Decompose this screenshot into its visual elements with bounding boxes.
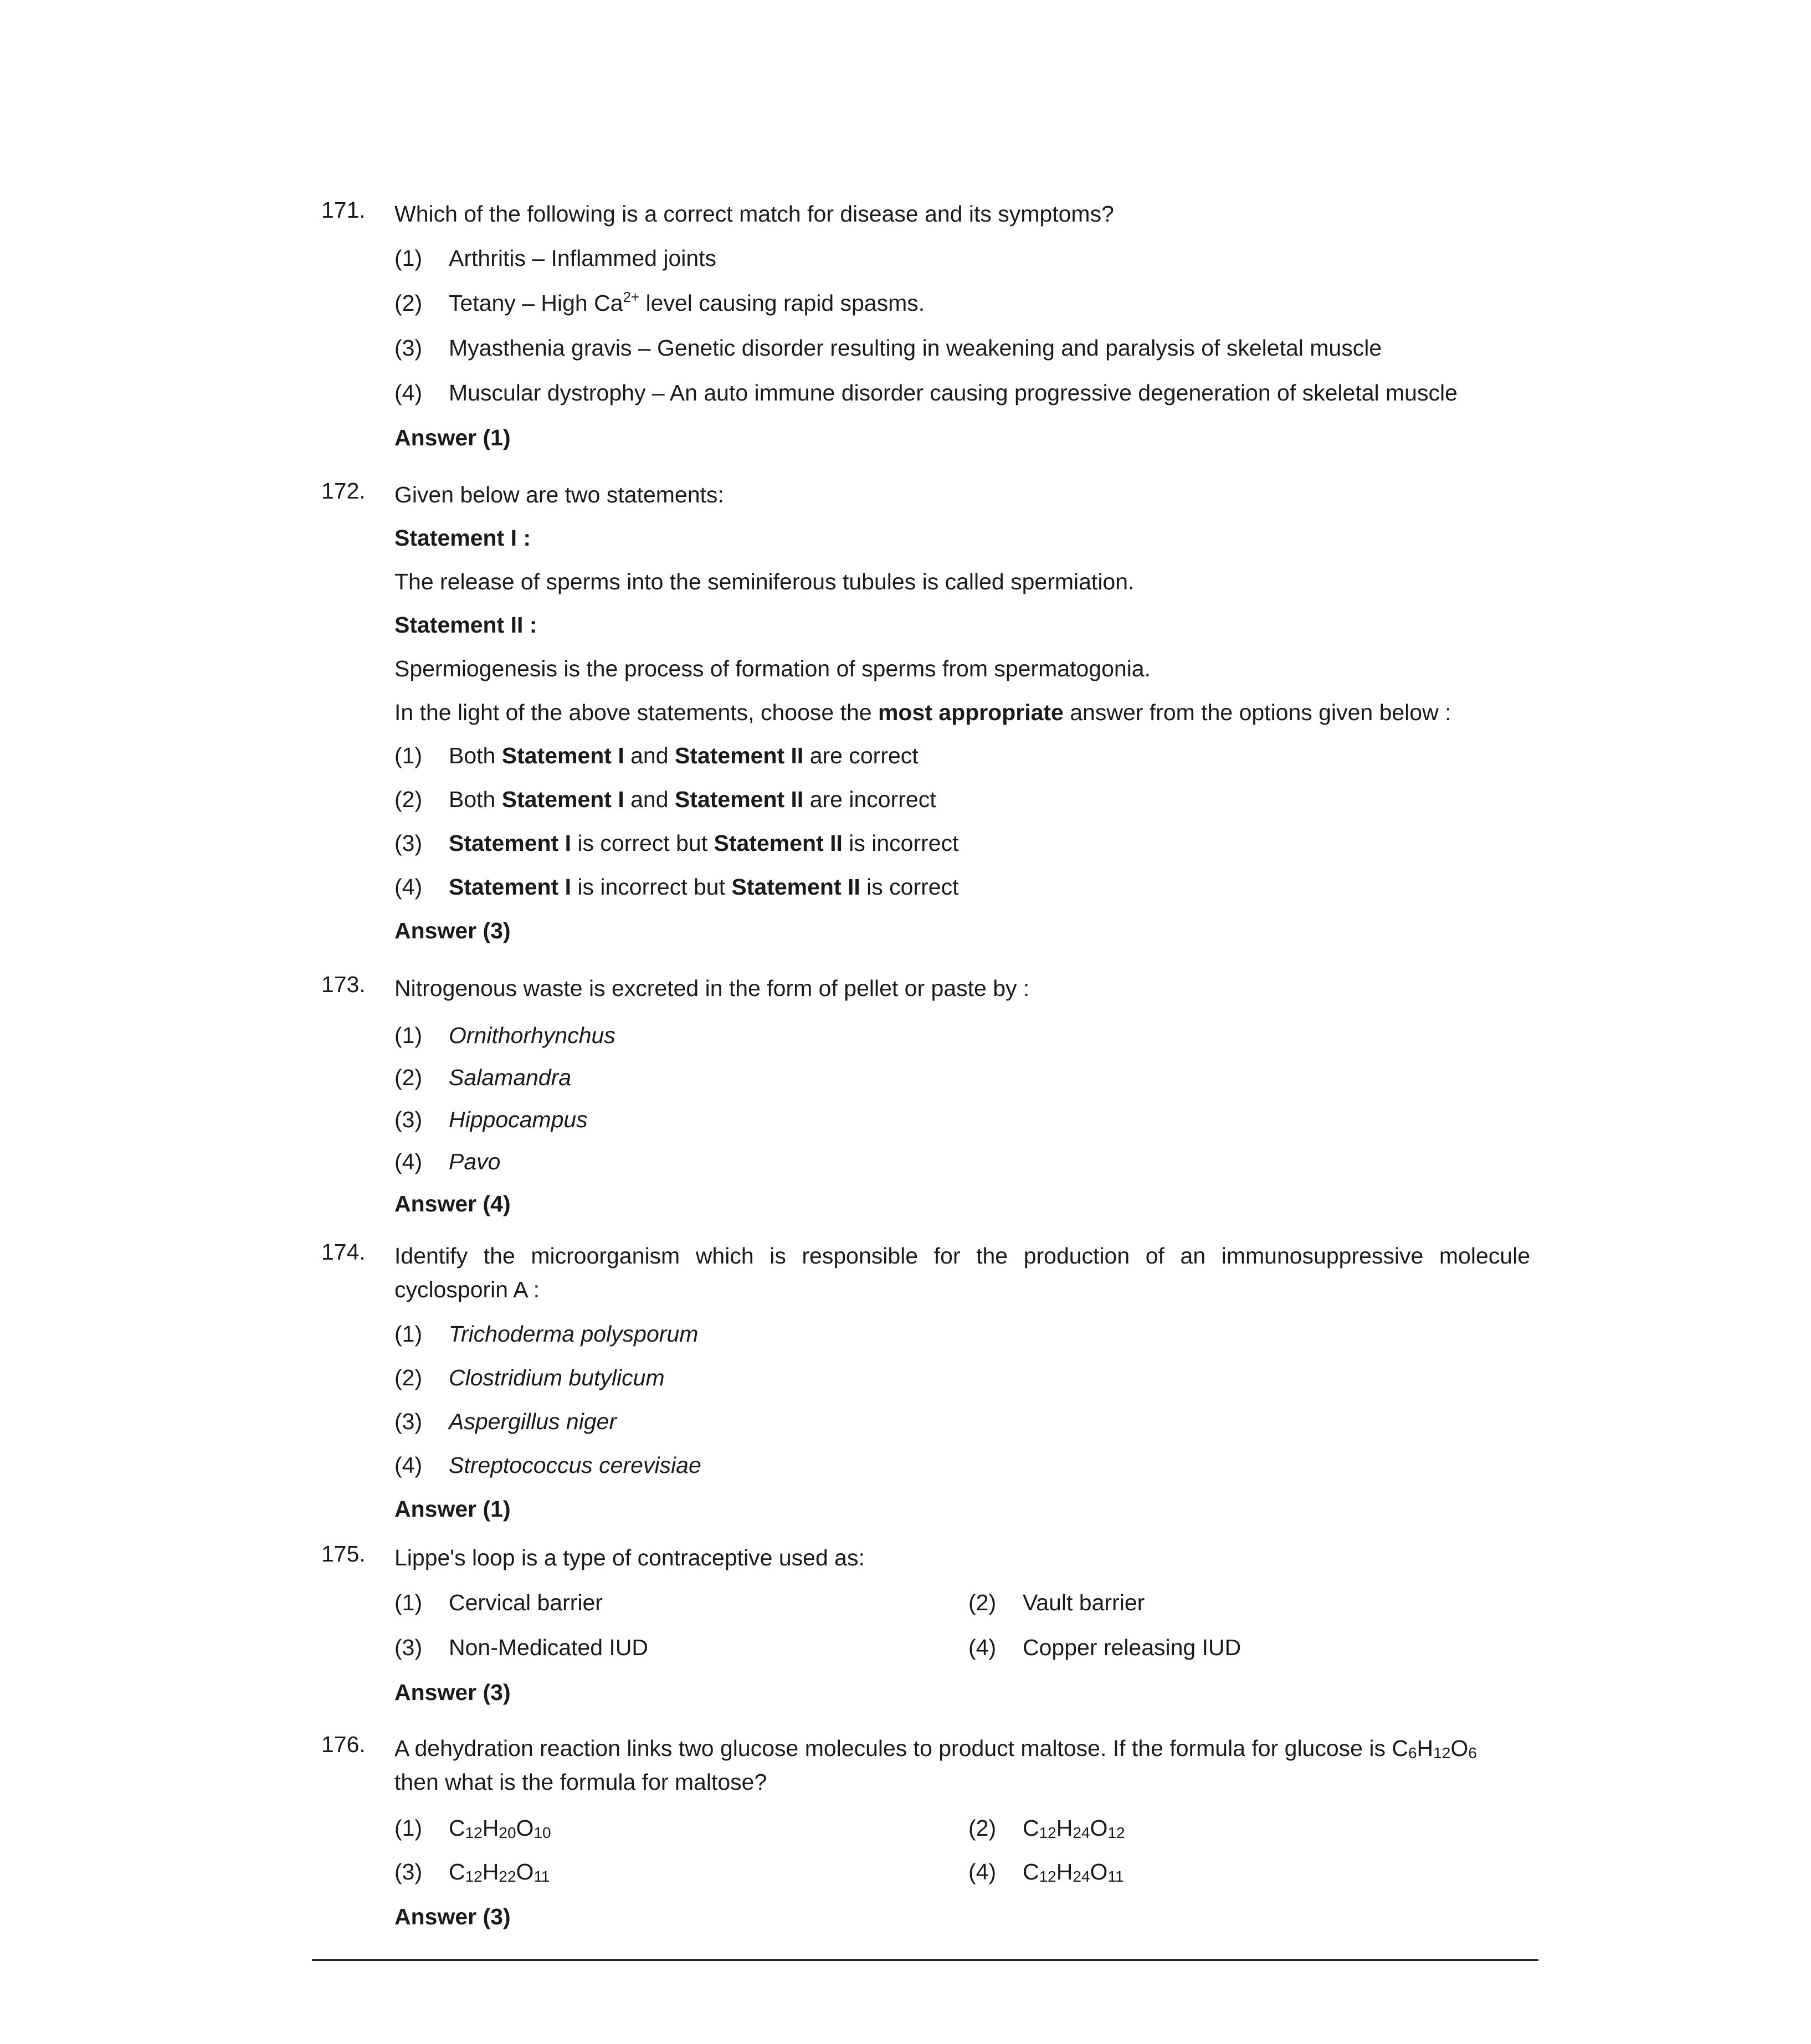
element-letter: H <box>482 1815 499 1841</box>
word-bold: Statement II <box>674 787 804 812</box>
word: is incorrect <box>842 830 959 856</box>
option-number: (3) <box>394 1107 423 1132</box>
option-number: (1) <box>394 245 423 271</box>
statement-1-label: Statement I : <box>394 525 531 551</box>
word: and <box>624 787 675 812</box>
option-text: Pavo <box>449 1149 501 1174</box>
option-number: (1) <box>394 1321 423 1347</box>
option-text: Ornithorhynchus <box>449 1023 615 1048</box>
option-number: (4) <box>968 1859 997 1884</box>
instruction <box>394 699 1451 726</box>
subscript: 12 <box>1039 1868 1056 1885</box>
option-3 <box>394 1408 617 1435</box>
option-3 <box>394 335 1382 362</box>
option-number: (3) <box>394 1409 423 1434</box>
superscript: 2+ <box>623 289 640 305</box>
question-number: 176. <box>321 1732 366 1757</box>
option-4 <box>394 874 958 901</box>
option-text: Muscular dystrophy – An auto immune disorder causing progressive degeneration of skeletal muscle <box>449 380 1458 405</box>
option-text: Trichoderma polysporum <box>449 1321 699 1347</box>
option-text: Salamandra <box>449 1065 572 1090</box>
subscript: 20 <box>499 1824 516 1841</box>
element-letter: O <box>516 1815 534 1841</box>
option-text-rest: level causing rapid spasms. <box>639 290 925 316</box>
question-text: Identify the microorganism which is responsible for the production of an immunosuppressive molecule <box>394 1243 1530 1268</box>
option-2 <box>394 290 925 317</box>
option-number: (3) <box>394 335 423 361</box>
option-text: Tetany – High Ca <box>449 290 623 316</box>
question-text: Nitrogenous waste is excreted in the form of pellet or paste by : <box>394 975 1030 1001</box>
word: Both <box>449 787 502 812</box>
word-bold: Statement I <box>449 874 571 900</box>
option-2 <box>968 1815 1125 1842</box>
option-4 <box>394 1148 500 1175</box>
subscript: 22 <box>499 1868 516 1885</box>
subscript: 6 <box>1408 1744 1417 1761</box>
question-number: 175. <box>321 1541 366 1567</box>
word: are incorrect <box>803 787 936 812</box>
option-1 <box>394 1321 698 1348</box>
answer: Answer (4) <box>394 1191 511 1216</box>
subscript: 12 <box>465 1824 483 1841</box>
option-3 <box>394 1634 648 1661</box>
option-3 <box>394 830 958 857</box>
word: is correct <box>860 874 959 900</box>
option-number: (2) <box>968 1590 997 1615</box>
subscript: 10 <box>533 1824 551 1841</box>
option-number: (2) <box>394 787 423 812</box>
question-text: Given below are two statements: <box>394 482 724 507</box>
option-4 <box>394 1452 701 1479</box>
word-bold: Statement II <box>674 743 804 768</box>
option-1 <box>394 245 716 272</box>
option-3 <box>394 1106 588 1133</box>
option-text: Aspergillus niger <box>449 1409 617 1434</box>
option-number: (4) <box>394 1149 423 1174</box>
element-letter: O <box>1090 1859 1108 1884</box>
option-1 <box>394 742 919 769</box>
element-letter: C <box>449 1859 465 1884</box>
word-bold: Statement I <box>449 830 571 856</box>
element-letter: H <box>482 1859 499 1884</box>
subscript: 11 <box>533 1868 550 1885</box>
bottom-rule <box>312 1959 1538 1961</box>
option-2 <box>394 1064 571 1091</box>
option-number: (2) <box>394 1065 423 1090</box>
statement-2-text: Spermiogenesis is the process of formation of sperms from spermatogonia. <box>394 656 1151 681</box>
subscript: 11 <box>1107 1868 1124 1885</box>
option-number: (4) <box>394 874 423 900</box>
question-text <box>394 1735 1477 1762</box>
subscript: 12 <box>1107 1824 1125 1841</box>
option-4 <box>394 379 1458 407</box>
option-number: (1) <box>394 1023 423 1048</box>
option-1 <box>394 1815 551 1842</box>
option-4 <box>968 1858 1124 1886</box>
option-number: (4) <box>394 1452 423 1478</box>
option-number: (1) <box>394 1815 423 1841</box>
option-text: Myasthenia gravis – Genetic disorder resulting in weakening and paralysis of skeletal muscle <box>449 335 1382 361</box>
question-number: 171. <box>321 197 366 223</box>
option-text: Clostridium butylicum <box>449 1365 665 1390</box>
option-number: (2) <box>394 1365 423 1390</box>
option-2 <box>394 1364 665 1391</box>
word: is correct but <box>571 830 714 856</box>
word: and <box>624 743 675 768</box>
word-bold: Statement I <box>501 743 624 768</box>
subscript: 12 <box>465 1868 483 1885</box>
word-bold: Statement I <box>501 787 624 812</box>
answer: Answer (3) <box>394 918 511 943</box>
element-letter: C <box>1023 1859 1039 1884</box>
answer: Answer (3) <box>394 1680 511 1705</box>
answer: Answer (3) <box>394 1904 511 1929</box>
option-number: (1) <box>394 743 423 768</box>
instruction-bold: most appropriate <box>878 700 1064 725</box>
word: Both <box>449 743 502 768</box>
option-number: (3) <box>394 830 423 856</box>
subscript: 6 <box>1468 1744 1477 1761</box>
statement-1-text: The release of sperms into the seminiferous tubules is called spermiation. <box>394 569 1135 594</box>
answer: Answer (1) <box>394 1496 511 1522</box>
option-text: Vault barrier <box>1023 1590 1145 1615</box>
question-text-continued: cyclosporin A : <box>394 1277 540 1302</box>
option-1 <box>394 1022 615 1049</box>
question-text: Which of the following is a correct match for disease and its symptoms? <box>394 201 1114 227</box>
question-text: Lippe's loop is a type of contraceptive used as: <box>394 1545 865 1570</box>
word-bold: Statement II <box>714 830 843 856</box>
option-text: Streptococcus cerevisiae <box>449 1452 701 1478</box>
option-4 <box>968 1634 1241 1661</box>
subscript: 12 <box>1433 1744 1451 1761</box>
option-text: Non-Medicated IUD <box>449 1635 649 1660</box>
question-number: 174. <box>321 1239 366 1265</box>
element-letter: H <box>1056 1815 1073 1841</box>
question-number: 172. <box>321 478 366 504</box>
option-number: (3) <box>394 1635 423 1660</box>
element-letter: O <box>516 1859 534 1884</box>
element-letter: H <box>1056 1859 1073 1884</box>
statement-2-label: Statement II : <box>394 612 537 638</box>
element-letter: C <box>449 1815 465 1841</box>
option-2 <box>394 786 936 813</box>
word: are correct <box>803 743 919 768</box>
answer: Answer (1) <box>394 425 511 450</box>
subscript: 12 <box>1039 1824 1056 1841</box>
element-letter: O <box>1450 1735 1469 1761</box>
option-1 <box>394 1589 603 1616</box>
question-text-main: A dehydration reaction links two glucose molecules to product maltose. If the formula for glucose is C <box>394 1735 1408 1761</box>
element-letter: H <box>1417 1735 1434 1761</box>
question-text-continued: then what is the formula for maltose? <box>394 1769 767 1795</box>
subscript: 24 <box>1073 1868 1090 1885</box>
option-text: Arthritis – Inflammed joints <box>449 245 717 271</box>
option-number: (2) <box>394 290 423 316</box>
option-number: (1) <box>394 1590 423 1615</box>
option-number: (4) <box>394 380 423 405</box>
option-number: (3) <box>394 1859 423 1884</box>
instruction-post: answer from the options given below : <box>1063 700 1451 725</box>
option-number: (2) <box>968 1815 997 1841</box>
element-letter: C <box>1023 1815 1039 1841</box>
option-text: Cervical barrier <box>449 1590 603 1615</box>
word-bold: Statement II <box>731 874 860 900</box>
word: is incorrect but <box>571 874 732 900</box>
option-2 <box>968 1589 1145 1616</box>
option-number: (4) <box>968 1635 997 1660</box>
option-3 <box>394 1858 550 1886</box>
instruction-pre: In the light of the above statements, choose the <box>394 700 878 725</box>
element-letter: O <box>1090 1815 1108 1841</box>
option-text: Hippocampus <box>449 1107 588 1132</box>
subscript: 24 <box>1073 1824 1090 1841</box>
question-number: 173. <box>321 972 366 997</box>
option-text: Copper releasing IUD <box>1023 1635 1241 1660</box>
